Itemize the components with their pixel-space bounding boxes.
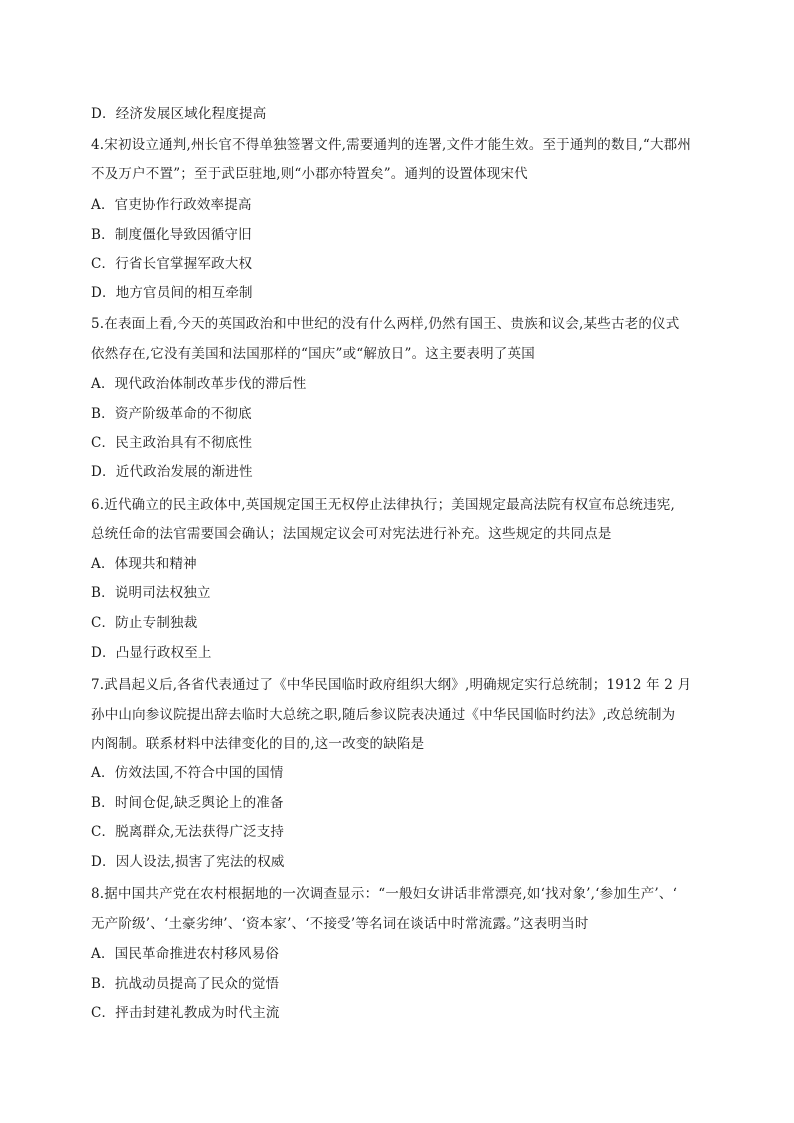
option-c-q6: C．防止专制独裁 — [91, 615, 198, 631]
question-7-text-line-1: 7.武昌起义后,各省代表通过了《中华民国临时政府组织大纲》,明确规定实行总统制；1912 年 2 月 — [91, 677, 692, 693]
question-5-text-line-1: 5.在表面上看,今天的英国政治和中世纪的没有什么两样,仍然有国王、贵族和议会,某些古老的仪式 — [91, 316, 680, 332]
option-b-q6: B．说明司法权独立 — [91, 585, 211, 601]
question-6-text-line-1: 6.近代确立的民主政体中,英国规定国王无权停止法律执行；美国规定最高法院有权宣布总统违宪, — [91, 497, 675, 513]
question-5-text-line-2: 依然存在,它没有美国和法国那样的“国庆”或“解放日”。这主要表明了英国 — [91, 346, 535, 362]
option-c-q8: C．抨击封建礼教成为时代主流 — [91, 1005, 280, 1021]
question-7-text-line-3: 内阁制。联系材料中法律变化的目的,这一改变的缺陷是 — [91, 736, 425, 752]
option-d-q5: D．近代政治发展的渐进性 — [91, 464, 253, 480]
option-a-q5: A．现代政治体制改革步伐的滞后性 — [91, 376, 307, 392]
question-8-text-line-2: 无产阶级’、‘土豪劣绅’、‘资本家’、‘不接受’等名词在谈话中时常流露。”这表明当时 — [91, 916, 589, 932]
option-d-q3: D．经济发展区域化程度提高 — [91, 106, 267, 122]
option-d-q4: D．地方官员间的相互牵制 — [91, 285, 253, 301]
question-4-text-line-2: 不及万户不置”；至于武臣驻地,则“小郡亦特置矣”。通判的设置体现宋代 — [91, 166, 528, 182]
option-c-q5: C．民主政治具有不彻底性 — [91, 435, 253, 451]
question-7-text-line-2: 孙中山向参议院提出辞去临时大总统之职,随后参议院表决通过《中华民国临时约法》,改总统制为 — [91, 707, 676, 723]
question-4-text-line-1: 4.宋初设立通判,州长官不得单独签署文件,需要通判的连署,文件才能生效。至于通判的数目,“大郡州 — [91, 137, 692, 153]
option-a-q8: A．国民革命推进农村移风易俗 — [91, 946, 280, 962]
option-b-q4: B．制度僵化导致因循守旧 — [91, 227, 252, 243]
question-8-text-line-1: 8.据中国共产党在农村根据地的一次调查显示：“一般妇女讲话非常漂亮,如‘找对象’,‘参加生产’、‘ — [91, 886, 678, 902]
option-b-q7: B．时间仓促,缺乏舆论上的准备 — [91, 795, 284, 811]
option-a-q6: A．体现共和精神 — [91, 556, 197, 572]
question-6-text-line-2: 总统任命的法官需要国会确认；法国规定议会可对宪法进行补充。这些规定的共同点是 — [91, 526, 612, 542]
option-c-q4: C．行省长官掌握军政大权 — [91, 256, 253, 272]
option-d-q7: D．因人设法,损害了宪法的权威 — [91, 854, 285, 870]
option-a-q7: A．仿效法国,不符合中国的国情 — [91, 765, 284, 781]
option-c-q7: C．脱离群众,无法获得广泛支持 — [91, 824, 285, 840]
option-d-q6: D．凸显行政权至上 — [91, 645, 212, 661]
option-b-q5: B．资产阶级革命的不彻底 — [91, 406, 252, 422]
option-b-q8: B．抗战动员提高了民众的觉悟 — [91, 976, 280, 992]
option-a-q4: A．官吏协作行政效率提高 — [91, 197, 252, 213]
